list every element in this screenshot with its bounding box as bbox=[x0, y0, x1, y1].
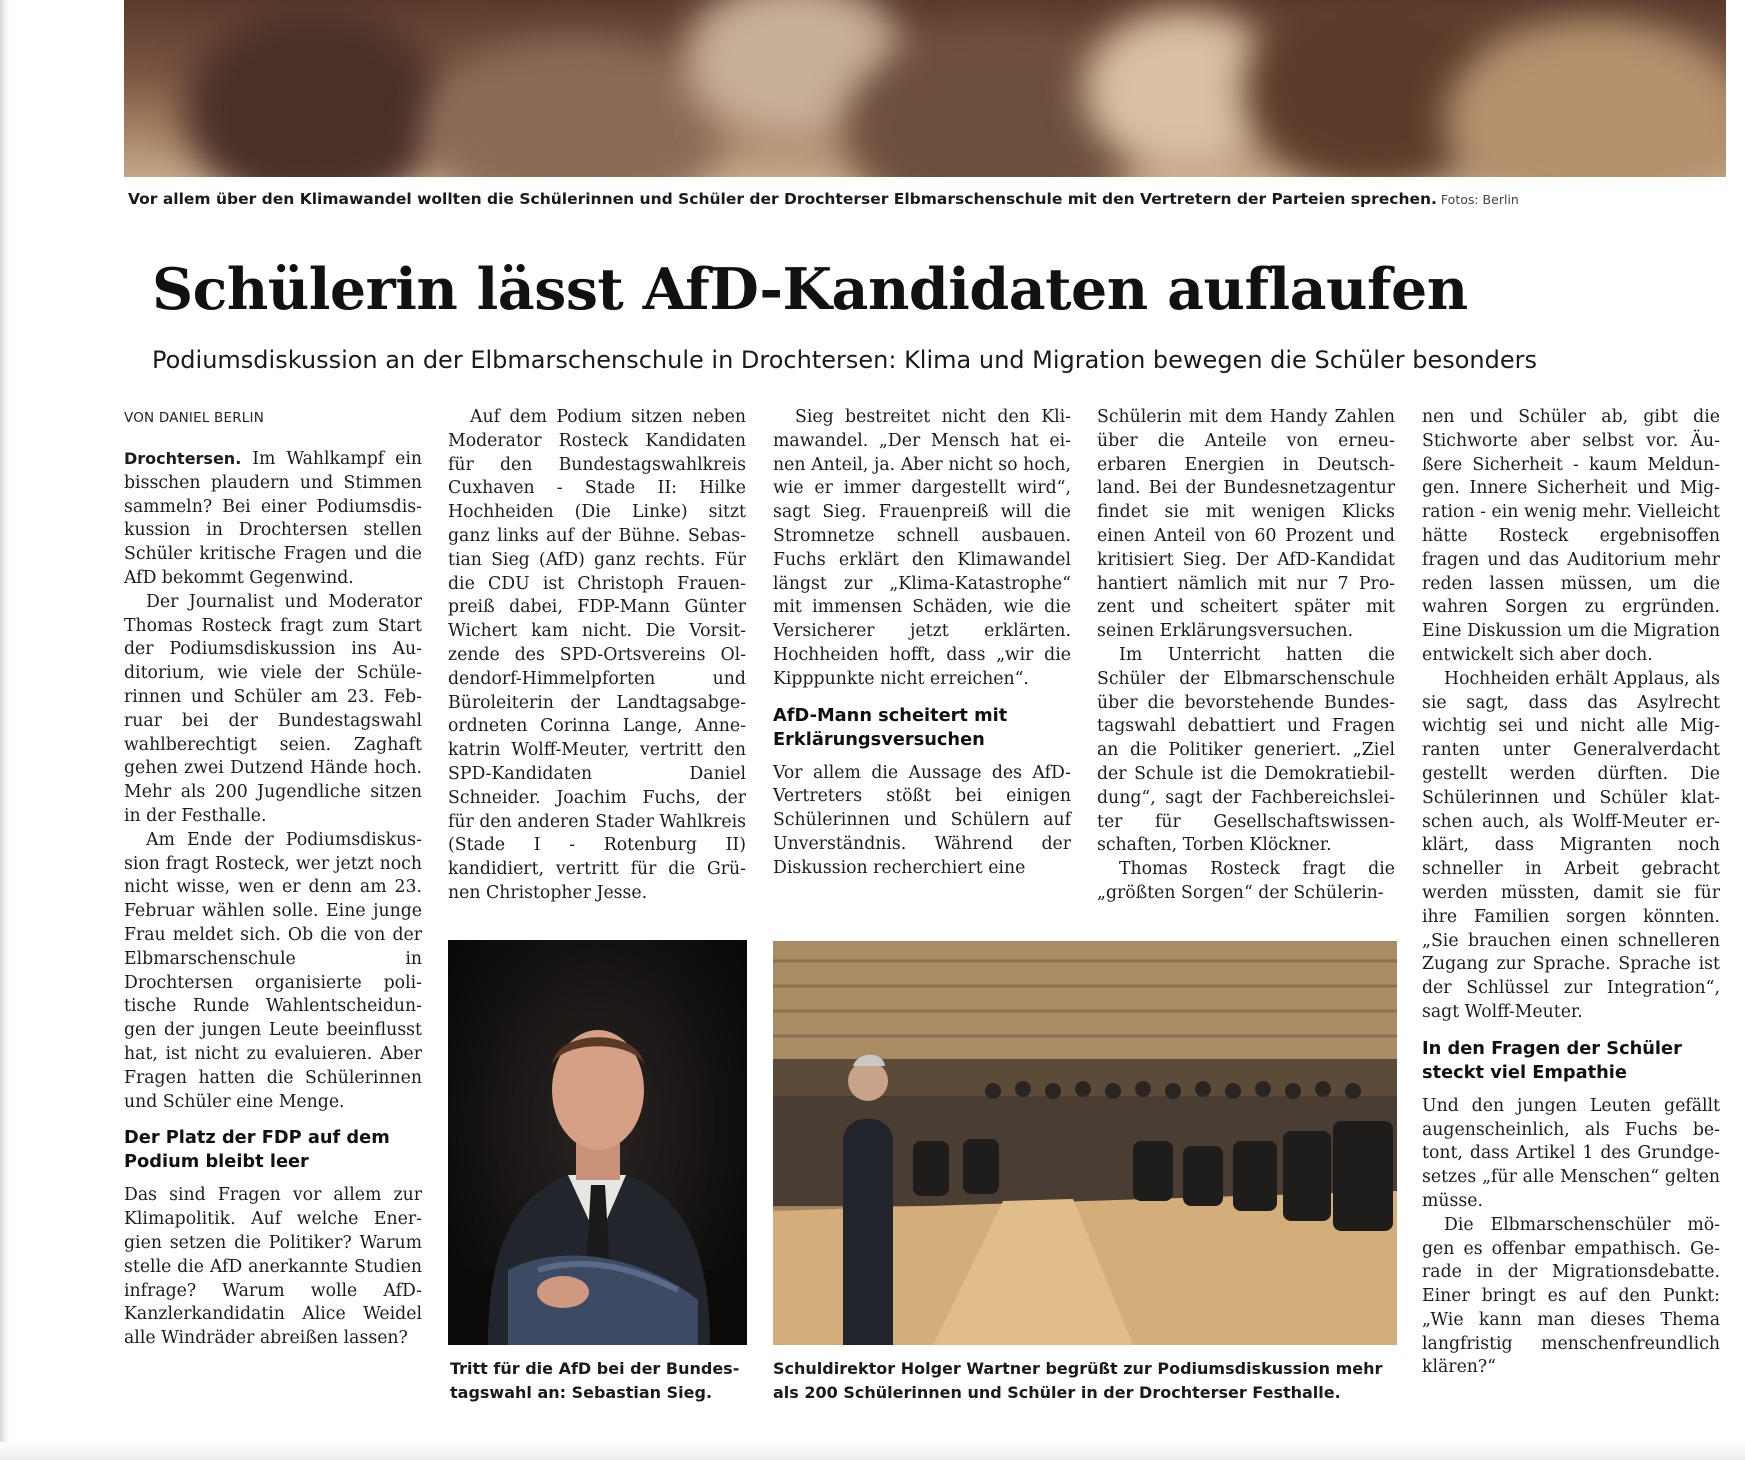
paragraph: Thomas Rosteck fragt die „größten Sorgen“ der Schülerin- bbox=[1097, 859, 1395, 903]
paragraph bbox=[124, 447, 422, 591]
subheading: AfD-Mann scheitert mit Erklärungsversuchen bbox=[773, 704, 1008, 750]
paragraph: Die Elbmarschenschüler mögen es offenbar empathisch. Gerade in der Migrationsdebatte. Einer bringt es auf den Punkt: „Wie kann man dieses Thema langfristig menschenfreundlich klären?“ bbox=[1422, 1214, 1720, 1378]
photo-caption-hall: Schuldirektor Holger Wartner begrüßt zur Podiumsdiskussion mehr als 200 Schülerinnen und Schüler in der Drochterser Festhalle. bbox=[773, 1359, 1383, 1402]
portrait-illustration bbox=[448, 940, 747, 1345]
top-photo-audience bbox=[124, 0, 1726, 177]
paragraph: Im Unterricht hatten die Schüler der Elbmarschenschule über die bevorstehende Bundestagswahl debattiert und Fragen an die Politiker generiert. „Ziel der Schule ist die Demokratiebildung“, sagt der Fachbereichsleiter für Gesellschaftswissenschaften, Torben Klöckner. bbox=[1097, 644, 1395, 856]
paragraph: nen und Schüler ab, gibt die Stichworte aber selbst vor. Äußere Sicherheit - kaum Meldungen. Innere Sicherheit und Migration - ein wenig mehr. Vielleicht hätte Rosteck ergebnisoffen fragen und das Auditorium mehr reden lassen müssen, um die wahren Sorgen zu ergründen. Eine Diskussion um die Migration entwickelt sich aber doch. bbox=[1422, 407, 1720, 665]
paragraph: Auf dem Podium sitzen neben Moderator Rosteck Kandidaten für den Bundestagswahlkreis Cuxhaven - Stade II: Hilke Hochheiden (Die Linke) sitzt ganz links auf der Bühne. Sebastian Sieg (AfD) ganz rechts. Für die CDU ist Christoph Frauenpreiß dabei, FDP-Mann Günter Wichert kam nicht. Die Vorsitzende des SPD-Ortsvereins Oldendorf-Himmelpforten und Büroleiterin der Landtagsabgeordneten Corinna Lange, Annekatrin Wolff-Meuter, vertritt den SPD-Kandidaten Daniel Schneider. Joachim Fuchs, der für den anderen Stader Wahlkreis (Stade I - Rotenburg II) kandidiert, vertritt für die Grünen Christopher Jesse. bbox=[448, 407, 746, 903]
paragraph: Und den jungen Leuten gefällt augenscheinlich, als Fuchs betont, dass Artikel 1 des Grundgesetzes „für alle Menschen“ gelten müsse. bbox=[1422, 1095, 1720, 1211]
photo-caption-sieg: Tritt für die AfD bei der Bundestagswahl an: Sebastian Sieg. bbox=[450, 1359, 740, 1402]
article-column-4 bbox=[1097, 406, 1395, 906]
photo-credit: Fotos: Berlin bbox=[1440, 192, 1519, 207]
subheading: In den Fragen der Schüler steckt viel Empathie bbox=[1422, 1037, 1682, 1083]
top-photo-caption bbox=[128, 190, 1728, 208]
article-column-3 bbox=[773, 406, 1071, 881]
paragraph: Der Journalist und Moderator Thomas Rosteck fragt zum Start der Podiumsdiskussion ins Auditorium, wie viele der Schülerinnen und Schüler am 23. Februar bei der Bundestagswahl wahlberechtigt seien. Zaghaft gehen zwei Dutzend Hände hoch. Mehr als 200 Jugendliche sitzen in der Festhalle. bbox=[124, 591, 422, 826]
paragraph: Sieg bestreitet nicht den Klimawandel. „Der Mensch hat einen Anteil, ja. Aber nicht so hoch, wie er immer dargestellt wird“, sagt Sieg. Frauenpreiß will die Stromnetze schnell ausbauen. Fuchs erklärt den Klimawandel längst zur „Klima-Katastrophe“ mit immensen Schäden, wie die Versicherer jetzt erklärten. Hochheiden hofft, dass „wir die Kipppunkte nicht erreichen“. bbox=[773, 407, 1071, 689]
subheading: Der Platz der FDP auf dem Podium bleibt leer bbox=[124, 1127, 390, 1173]
paragraph: Hochheiden erhält Applaus, als sie sagt, dass das Asylrecht wichtig sei und nicht alle Migranten unter Generalverdacht gestellt werden dürften. Die Schülerinnen und Schüler klatschen auch, als Wolff-Meuter erklärt, dass Migranten noch schneller in Arbeit gebracht werden müssten, damit sie für ihre Familien sorgen könnten. „Sie brauchen einen schnelleren Zugang zur Sprache. Sprache ist der Schlüssel zur Integration“, sagt Wolff-Meuter. bbox=[1422, 668, 1720, 1022]
paragraph-text: Im Wahlkampf ein bisschen plaudern und Stimmen sammeln? Bei einer Podiumsdiskussion in Drochtersen stellen Schüler kritische Fragen und die AfD bekommt Gegenwind. bbox=[124, 449, 422, 588]
photo-blur-shape bbox=[184, 10, 444, 177]
article-column-5 bbox=[1422, 406, 1720, 1380]
dateline-place: Drochtersen. bbox=[124, 449, 242, 468]
article-column-1 bbox=[124, 447, 422, 1351]
paragraph: Schülerin mit dem Handy Zahlen über die Anteile von erneuerbaren Energien in Deutschland. Bei der Bundesnetzagentur findet sie mit wenigen Klicks einen Anteil von 60 Prozent und kritisiert Sieg. Der AfD-Kandidat hantiert nämlich mit nur 7 Prozent und scheitert später mit seinen Erklärungsversuchen. bbox=[1097, 407, 1395, 642]
byline: VON DANIEL BERLIN bbox=[124, 410, 265, 426]
hall-illustration bbox=[773, 941, 1397, 1345]
paragraph: Am Ende der Podiumsdiskussion fragt Rosteck, wer jetzt noch nicht wisse, wen er denn am 23. Februar wählen solle. Eine junge Frau meldet sich. Ob die von der Elbmarschenschule in Drochtersen organisierte politische Runde Wahlentscheidungen der jungen Leute beeinflusst hat, ist nicht zu evaluieren. Aber Fragen hatten die Schülerinnen und Schüler eine Menge. bbox=[124, 829, 422, 1112]
page-bottom-shadow bbox=[0, 1442, 1745, 1460]
headline: Schülerin lässt AfD-Kandidaten auflaufen bbox=[152, 256, 1468, 323]
subheadline: Podiumsdiskussion an der Elbmarschenschule in Drochtersen: Klima und Migration bewegen die Schüler besonders bbox=[152, 346, 1538, 374]
top-photo-caption-text: Vor allem über den Klimawandel wollten die Schülerinnen und Schüler der Drochterser Elbmarschenschule mit den Vertretern der Parteien sprechen. bbox=[128, 190, 1437, 208]
article-column-2 bbox=[448, 406, 746, 906]
paragraph: Vor allem die Aussage des AfD-Vertreters stößt bei einigen Schülerinnen und Schülern auf Unverständnis. Während der Diskussion recherchiert eine bbox=[773, 762, 1071, 878]
photo-blur-shape bbox=[424, 40, 724, 177]
photo-festhalle-audience bbox=[773, 941, 1397, 1345]
photo-sebastian-sieg bbox=[448, 940, 747, 1345]
paragraph: Das sind Fragen vor allem zur Klimapolitik. Auf welche Energien setzen die Politiker? Warum stelle die AfD anerkannte Studien infrage? Warum wolle AfD-Kanzlerkandidatin Alice Weidel alle Windräder abreißen lassen? bbox=[124, 1185, 422, 1349]
page-edge-shadow bbox=[0, 0, 10, 1460]
